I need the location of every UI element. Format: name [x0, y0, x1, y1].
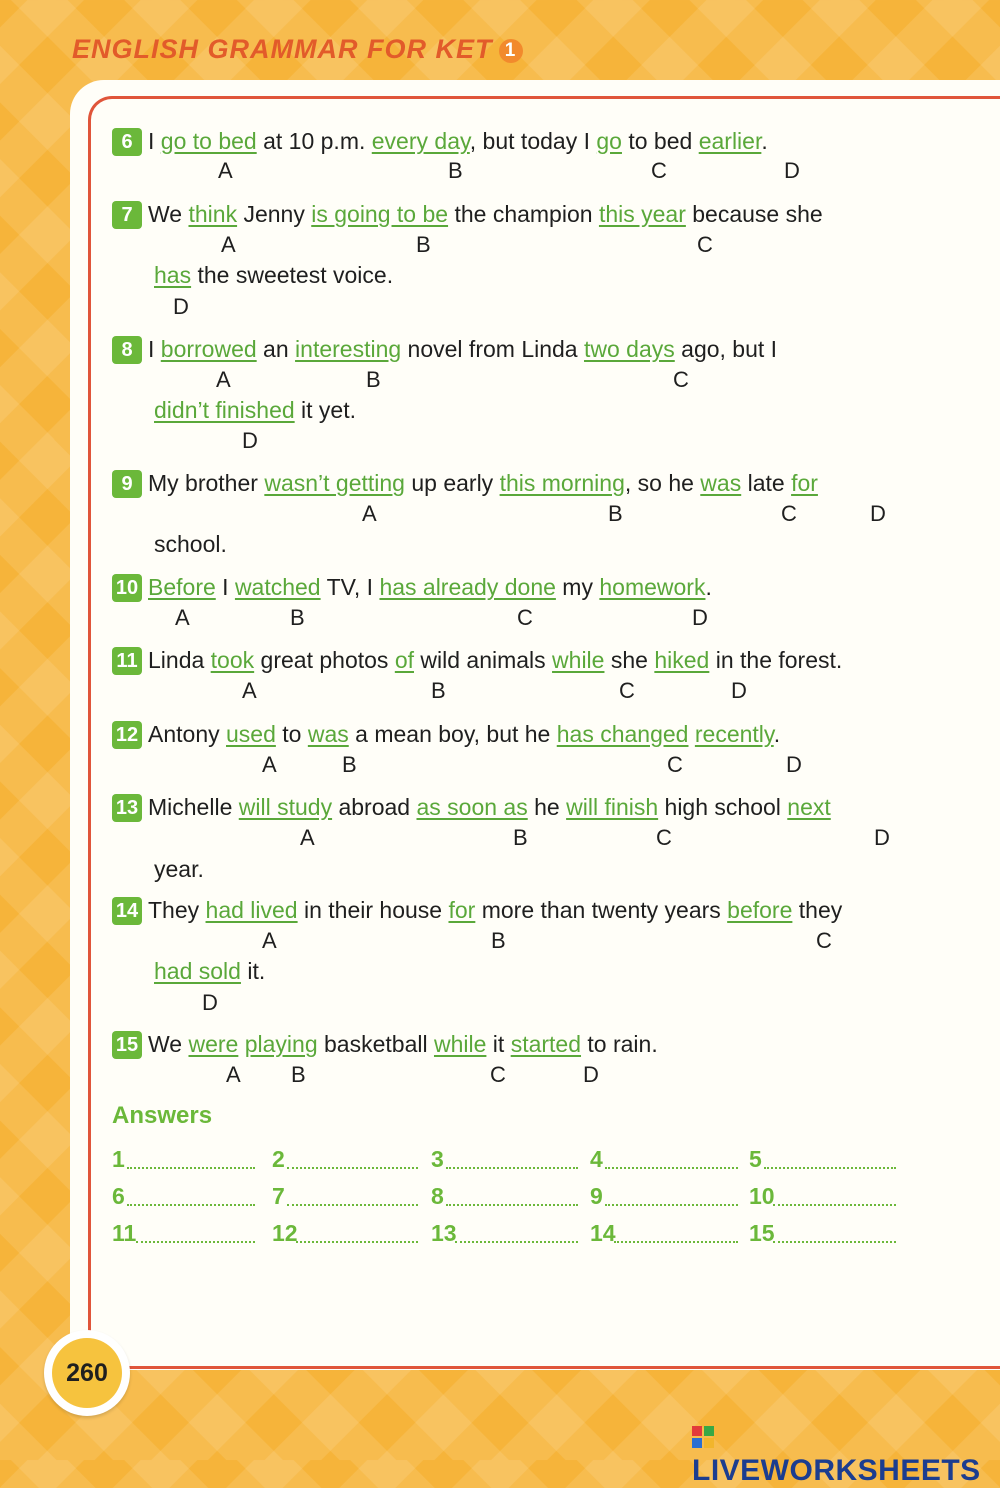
answer-slot-9[interactable] [590, 1183, 738, 1209]
question-9-continuation [154, 531, 227, 558]
option-letter: B [513, 825, 528, 850]
underlined-option: has [154, 262, 192, 288]
option-letter: C [781, 501, 797, 526]
sentence-text: school. [154, 531, 227, 557]
option-letter: B [291, 1062, 306, 1087]
liveworksheets-logo [692, 1420, 1000, 1488]
answer-slot-8[interactable] [431, 1183, 578, 1209]
answer-blank[interactable] [455, 1241, 578, 1243]
sentence-text: the champion [448, 201, 599, 227]
underlined-option: took [210, 647, 255, 673]
answer-slot-6[interactable] [112, 1183, 255, 1209]
option-letter: D [731, 678, 747, 703]
option-letter: C [667, 752, 683, 777]
answer-number: 1 [112, 1146, 125, 1172]
sentence-text: I [148, 128, 161, 154]
option-letter: B [431, 678, 446, 703]
option-letter: C [697, 232, 713, 257]
answer-blank[interactable] [605, 1204, 738, 1206]
page-number-badge [44, 1330, 130, 1416]
sentence-text: Linda [148, 647, 211, 673]
sentence-text: in the forest. [709, 647, 843, 673]
sentence-text: . [761, 128, 768, 154]
card-bottom-line [110, 1366, 1000, 1369]
book-title-text: ENGLISH GRAMMAR FOR KET [72, 34, 493, 64]
sentence-text: a mean boy, but he [348, 721, 557, 747]
answer-blank[interactable] [446, 1204, 578, 1206]
answer-number: 7 [272, 1183, 285, 1209]
answer-blank[interactable] [296, 1241, 418, 1243]
sentence-text: I [148, 336, 161, 362]
page-number: 260 [52, 1338, 122, 1408]
option-letter: B [448, 158, 463, 183]
sentence-text: she [604, 647, 655, 673]
question-8 [112, 336, 777, 364]
question-number-badge: 6 [112, 128, 142, 156]
sentence-text: abroad [332, 794, 417, 820]
option-letter: B [608, 501, 623, 526]
option-letter: D [242, 428, 258, 453]
option-letter: A [262, 928, 277, 953]
answer-blank[interactable] [287, 1204, 418, 1206]
sentence-text: late [741, 470, 792, 496]
question-8-continuation [154, 397, 356, 424]
sentence-text: the sweetest voice. [191, 262, 394, 288]
underlined-option: borrowed [160, 336, 257, 362]
option-letter: D [870, 501, 886, 526]
answer-number: 5 [749, 1146, 762, 1172]
answer-blank[interactable] [605, 1167, 738, 1169]
option-letter: A [300, 825, 315, 850]
sentence-text: up early [404, 470, 500, 496]
underlined-option: has changed [556, 721, 689, 747]
question-number-badge: 13 [112, 794, 142, 822]
answer-slot-5[interactable] [749, 1146, 896, 1172]
answer-number: 3 [431, 1146, 444, 1172]
question-number-badge: 14 [112, 897, 142, 925]
underlined-option: didn’t finished [154, 397, 295, 423]
sentence-text: , but today I [469, 128, 597, 154]
underlined-option: had lived [205, 897, 298, 923]
sentence-text: it [486, 1031, 511, 1057]
option-letter: D [692, 605, 708, 630]
sentence-text: more than twenty years [475, 897, 728, 923]
option-letter: D [786, 752, 802, 777]
sentence-text: in their house [297, 897, 449, 923]
answer-blank[interactable] [127, 1204, 255, 1206]
option-letter: C [816, 928, 832, 953]
answer-number: 10 [749, 1183, 775, 1209]
option-letter: C [619, 678, 635, 703]
sentence-text: high school [658, 794, 788, 820]
question-number-badge: 9 [112, 470, 142, 498]
answer-blank[interactable] [136, 1241, 255, 1243]
sentence-text: We [148, 1031, 189, 1057]
answer-blank[interactable] [773, 1204, 896, 1206]
option-letter: A [226, 1062, 241, 1087]
option-letter: C [490, 1062, 506, 1087]
answer-slot-14[interactable] [590, 1220, 738, 1246]
liveworksheets-icon [692, 1426, 714, 1448]
sentence-text: to rain. [581, 1031, 658, 1057]
answer-slot-1[interactable] [112, 1146, 255, 1172]
sentence-text: because she [685, 201, 823, 227]
sentence-text: My brother [148, 470, 265, 496]
underlined-option: for [448, 897, 476, 923]
sentence-text: They [148, 897, 206, 923]
option-letter: A [221, 232, 236, 257]
sentence-text: Antony [148, 721, 226, 747]
underlined-option: hiked [654, 647, 710, 673]
answer-blank[interactable] [773, 1241, 896, 1243]
sentence-text: novel from Linda [401, 336, 584, 362]
question-9 [112, 470, 818, 498]
answer-slot-3[interactable] [431, 1146, 578, 1172]
underlined-option: playing [244, 1031, 318, 1057]
question-10 [112, 574, 712, 602]
answer-blank[interactable] [614, 1241, 738, 1243]
question-number-badge: 8 [112, 336, 142, 364]
answer-number: 9 [590, 1183, 603, 1209]
answer-slot-13[interactable] [431, 1220, 578, 1246]
underlined-option: will finish [566, 794, 659, 820]
underlined-option: had sold [154, 958, 241, 984]
answer-slot-4[interactable] [590, 1146, 738, 1172]
answer-number: 11 [112, 1220, 137, 1246]
answer-slot-11[interactable] [112, 1220, 255, 1246]
option-letter: C [656, 825, 672, 850]
underlined-option: used [226, 721, 276, 747]
underlined-option: watched [234, 574, 321, 600]
sentence-text: at 10 p.m. [256, 128, 372, 154]
underlined-option: go to bed [160, 128, 257, 154]
underlined-option: is going to be [311, 201, 449, 227]
answer-slot-7[interactable] [272, 1183, 418, 1209]
answer-blank[interactable] [127, 1167, 255, 1169]
question-number-badge: 10 [112, 574, 142, 602]
option-letter: B [366, 367, 381, 392]
book-number-badge: 1 [499, 39, 523, 63]
liveworksheets-text: LIVEWORKSHEETS [692, 1454, 981, 1487]
sentence-text: Michelle [148, 794, 239, 820]
sentence-text: We [148, 201, 189, 227]
underlined-option: before [727, 897, 793, 923]
option-letter: B [290, 605, 305, 630]
sentence-text: wild animals [414, 647, 553, 673]
question-12 [112, 721, 780, 749]
answer-blank[interactable] [287, 1167, 418, 1169]
question-14 [112, 897, 842, 925]
underlined-option: this morning [499, 470, 625, 496]
underlined-option: homework [599, 574, 706, 600]
option-letter: B [342, 752, 357, 777]
option-letter: D [583, 1062, 599, 1087]
underlined-option: as soon as [416, 794, 528, 820]
option-letter: C [517, 605, 533, 630]
option-letter: C [651, 158, 667, 183]
underlined-option: was [700, 470, 742, 496]
question-number-badge: 11 [112, 647, 142, 675]
underlined-option: will study [238, 794, 333, 820]
underlined-option: this year [598, 201, 686, 227]
underlined-option: go [596, 128, 622, 154]
option-letter: A [175, 605, 190, 630]
answer-blank[interactable] [446, 1167, 578, 1169]
option-letter: B [491, 928, 506, 953]
option-letter: A [216, 367, 231, 392]
underlined-option: were [188, 1031, 239, 1057]
underlined-option: has already done [379, 574, 556, 600]
sentence-text: I [215, 574, 235, 600]
question-15 [112, 1031, 658, 1059]
book-title [72, 34, 523, 65]
sentence-text: . [705, 574, 712, 600]
question-7-continuation [154, 262, 393, 289]
question-7 [112, 201, 823, 229]
sentence-text: TV, I [320, 574, 380, 600]
question-13 [112, 794, 831, 822]
underlined-option: every day [371, 128, 470, 154]
sentence-text: great photos [254, 647, 395, 673]
answer-number: 4 [590, 1146, 603, 1172]
underlined-option: earlier [698, 128, 762, 154]
sentence-text: to bed [621, 128, 699, 154]
answer-slot-2[interactable] [272, 1146, 418, 1172]
sentence-text: it. [240, 958, 266, 984]
answer-slot-10[interactable] [749, 1183, 896, 1209]
answer-number: 15 [749, 1220, 775, 1246]
question-number-badge: 7 [112, 201, 142, 229]
option-letter: A [218, 158, 233, 183]
underlined-option: interesting [295, 336, 402, 362]
answers-heading: Answers [112, 1102, 213, 1129]
question-11 [112, 647, 842, 675]
option-letter: C [673, 367, 689, 392]
answer-number: 14 [590, 1220, 616, 1246]
option-letter: D [874, 825, 890, 850]
answer-number: 2 [272, 1146, 285, 1172]
question-13-continuation [154, 856, 204, 883]
option-letter: A [262, 752, 277, 777]
underlined-option: while [433, 1031, 487, 1057]
underlined-option: two days [584, 336, 675, 362]
sentence-text: ago, but I [674, 336, 778, 362]
option-letter: A [242, 678, 257, 703]
answer-number: 6 [112, 1183, 125, 1209]
option-letter: D [202, 990, 218, 1015]
sentence-text: year. [154, 856, 204, 882]
sentence-text: he [527, 794, 567, 820]
underlined-option: was [307, 721, 349, 747]
sentence-text: my [555, 574, 600, 600]
sentence-text: it yet. [294, 397, 357, 423]
sentence-text: , so he [624, 470, 701, 496]
underlined-option: while [552, 647, 605, 673]
underlined-option: for [791, 470, 818, 496]
answer-number: 8 [431, 1183, 444, 1209]
sentence-text: an [256, 336, 296, 362]
underlined-option: started [510, 1031, 582, 1057]
option-letter: A [362, 501, 377, 526]
sentence-text: basketball [317, 1031, 434, 1057]
underlined-option: think [188, 201, 238, 227]
question-14-continuation [154, 958, 265, 985]
sentence-text: to [275, 721, 308, 747]
answer-slot-15[interactable] [749, 1220, 896, 1246]
answer-blank[interactable] [764, 1167, 896, 1169]
answer-number: 12 [272, 1220, 298, 1246]
sentence-text: Jenny [237, 201, 312, 227]
underlined-option: recently [694, 721, 774, 747]
sentence-text: . [773, 721, 781, 747]
underlined-option: of [394, 647, 414, 673]
question-6 [112, 128, 768, 156]
sentence-text: they [792, 897, 843, 923]
underlined-option: wasn’t getting [264, 470, 405, 496]
question-number-badge: 15 [112, 1031, 142, 1059]
option-letter: D [173, 294, 189, 319]
option-letter: D [784, 158, 800, 183]
question-number-badge: 12 [112, 721, 142, 749]
answer-slot-12[interactable] [272, 1220, 418, 1246]
underlined-option: next [787, 794, 831, 820]
option-letter: B [416, 232, 431, 257]
underlined-option: Before [148, 574, 216, 600]
answer-number: 13 [431, 1220, 457, 1246]
